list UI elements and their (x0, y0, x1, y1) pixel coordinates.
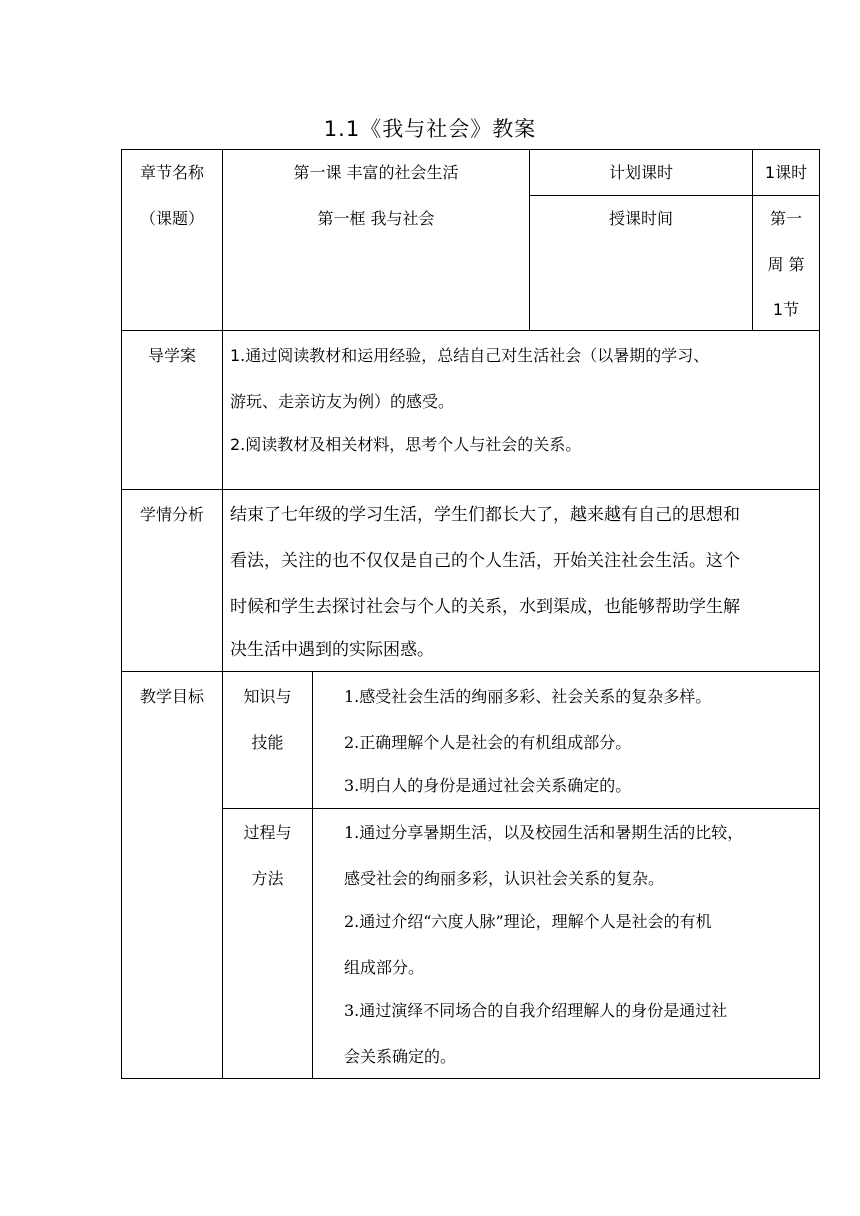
page-title: 1.1《我与社会》教案 (323, 117, 537, 141)
section-name: 第一框 我与社会 (317, 209, 435, 228)
chapter-label-sub: （课题） (139, 209, 204, 228)
table-border-left (121, 149, 122, 1079)
knowledge-objective-line: 2.正确理解个人是社会的有机组成部分。 (344, 733, 632, 752)
guide-text-line: 2.阅读教材及相关材料，思考个人与社会的关系。 (230, 435, 582, 454)
class-time-value-line: 周 第 (767, 255, 805, 274)
objectives-label: 教学目标 (139, 687, 204, 706)
process-method-label: 过程与 (243, 823, 292, 842)
process-objective-line: 组成部分。 (344, 958, 425, 977)
guide-text-line: 1.通过阅读教材和运用经验，总结自己对生活社会（以暑期的学习、 (230, 346, 710, 365)
chapter-label: 章节名称 (139, 163, 204, 182)
row-divider-hours (529, 195, 820, 196)
knowledge-objective-line: 3.明白人的身份是通过社会关系确定的。 (344, 776, 632, 795)
table-border-bottom (121, 1078, 820, 1079)
knowledge-skill-label: 技能 (251, 733, 284, 752)
analysis-text-line: 时候和学生去探讨社会与个人的关系，水到渠成，也能够帮助学生解 (230, 597, 740, 617)
process-objective-line: 感受社会的绚丽多彩，认识社会关系的复杂。 (344, 869, 665, 888)
row-divider-guide (121, 489, 820, 490)
process-method-label: 方法 (251, 869, 284, 888)
process-objective-line: 2.通过介绍“六度人脉”理论，理解个人是社会的有机 (344, 912, 712, 931)
process-objective-line: 会关系确定的。 (344, 1047, 457, 1066)
process-objective-line: 3.通过演绎不同场合的自我介绍理解人的身份是通过社 (344, 1001, 728, 1020)
analysis-label: 学情分析 (139, 505, 204, 524)
analysis-text-line: 决生活中遇到的实际困惑。 (230, 640, 434, 660)
knowledge-skill-label: 知识与 (243, 687, 292, 706)
analysis-text-line: 结束了七年级的学习生活，学生们都长大了，越来越有自己的思想和 (230, 505, 740, 525)
table-border-top (121, 149, 820, 150)
planned-hours-label: 计划课时 (608, 163, 673, 182)
row-divider-header (121, 330, 820, 331)
col-divider-label (222, 149, 223, 1079)
class-time-value-line: 1节 (772, 300, 800, 319)
row-divider-analysis (121, 671, 820, 672)
planned-hours-value: 1课时 (764, 163, 808, 182)
guide-text-line: 游玩、走亲访友为例）的感受。 (230, 392, 455, 411)
col-divider-sublabel (312, 671, 313, 1079)
class-time-label: 授课时间 (608, 209, 673, 228)
process-objective-line: 1.通过分享暑期生活，以及校园生活和暑期生活的比较， (344, 823, 744, 842)
lesson-name: 第一课 丰富的社会生活 (293, 163, 459, 182)
class-time-value-line: 第一 (769, 209, 802, 228)
analysis-text-line: 看法，关注的也不仅仅是自己的个人生活，开始关注社会生活。这个 (230, 551, 740, 571)
knowledge-objective-line: 1.感受社会生活的绚丽多彩、社会关系的复杂多样。 (344, 687, 712, 706)
table-border-right (819, 149, 820, 1079)
guide-label: 导学案 (147, 346, 196, 365)
